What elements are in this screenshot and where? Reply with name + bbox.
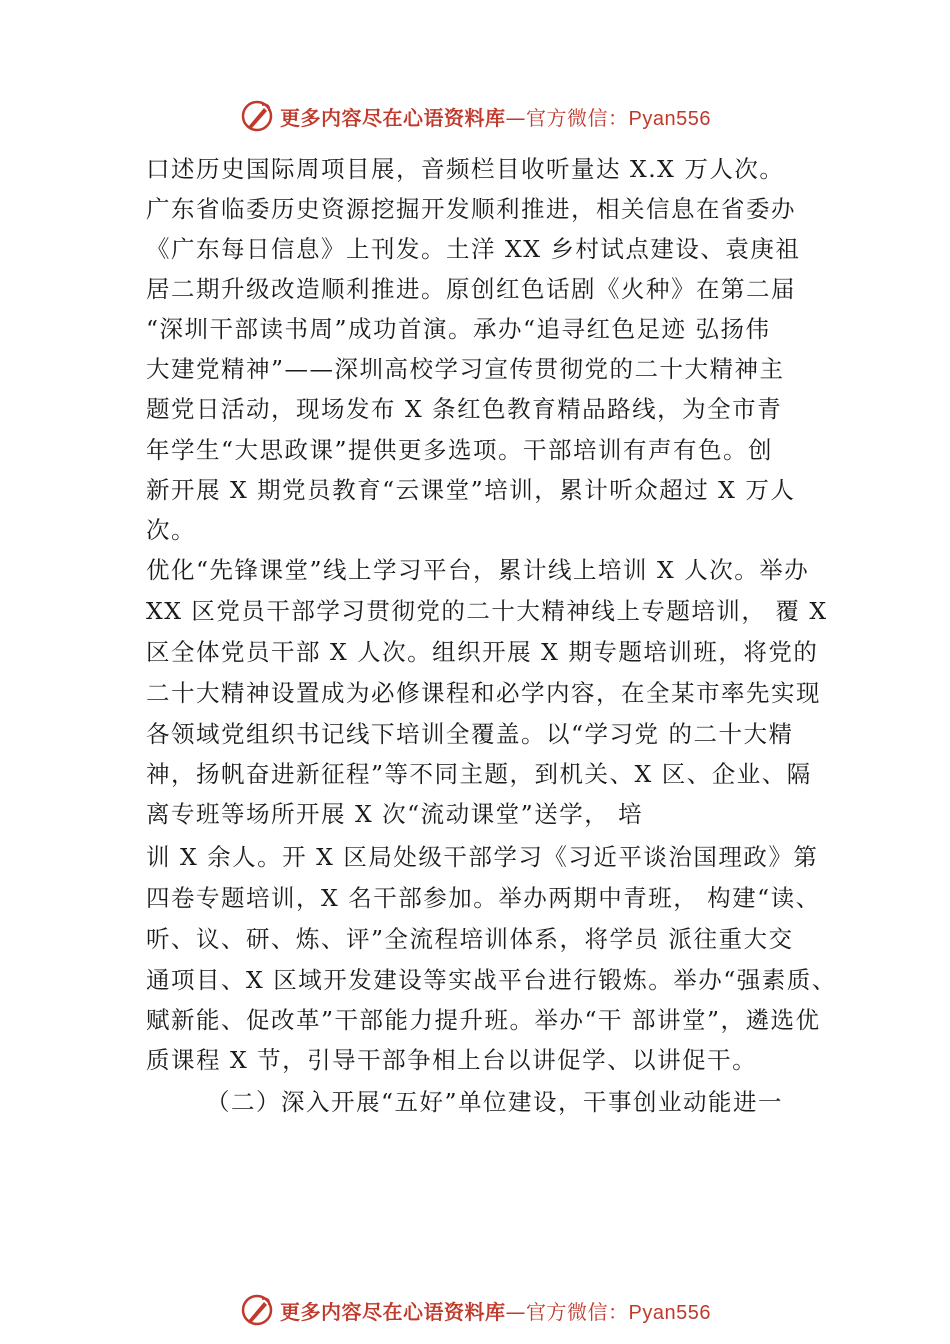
body-line: 年学生“大思政课”提供更多选项。干部培训有声有色。创 [146, 436, 774, 464]
body-line: 离专班等场所开展 X 次“流动课堂”送学， 培 [146, 800, 644, 828]
footer-wechat-id: Pyan556 [628, 1301, 711, 1324]
quill-pen-logo-icon [240, 99, 274, 133]
body-line: 四卷专题培训，X 名干部参加。举办两期中青班， 构建“读、 [146, 884, 821, 912]
body-line: “深圳干部读书周”成功首演。承办“追寻红色足迹 弘扬伟 [146, 315, 771, 343]
body-line: 各领域党组织书记线下培训全覆盖。以“学习党 的二十大精 [146, 720, 794, 748]
body-line: 区全体党员干部 X 人次。组织开展 X 期专题培训班，将党的 [146, 638, 819, 666]
body-line: 二十大精神设置成为必修课程和必学内容，在全某市率先实现 [146, 679, 821, 707]
header-wechat-label: 官方微信： [526, 105, 629, 130]
body-line: 口述历史国际周项目展，音频栏目收听量达 X.X 万人次。 [146, 155, 785, 183]
body-line: 居二期升级改造顺利推进。原创红色话剧《火种》在第二届 [146, 275, 796, 303]
body-line: 质课程 X 节，引导干部争相上台以讲促学、以讲促干。 [146, 1046, 758, 1074]
section-heading: （二）深入开展“五好”单位建设，干事创业动能进一 [206, 1088, 784, 1116]
body-line: 广东省临委历史资源挖掘开发顺利推进，相关信息在省委办 [146, 195, 796, 223]
body-line: 大建党精神”——深圳高校学习宣传贯彻党的二十大精神主 [146, 355, 785, 383]
footer-text [280, 1296, 711, 1325]
body-line: 优化“先锋课堂”线上学习平台，累计线上培训 X 人次。举办 [146, 556, 810, 584]
quill-pen-logo-icon [240, 1293, 274, 1327]
body-line: 神，扬帆奋进新征程”等不同主题，到机关、X 区、企业、隔 [146, 760, 812, 788]
body-line: 赋新能、促改革”干部能力提升班。举办“干 部讲堂”，遴选优 [146, 1006, 821, 1034]
header-site-name: 更多内容尽在心语资料库 [280, 105, 506, 130]
body-line: 新开展 X 期党员教育“云课堂”培训，累计听众超过 X 万人 [146, 476, 796, 504]
header-separator: — [505, 105, 526, 130]
body-line: XX 区党员干部学习贯彻党的二十大精神线上专题培训， 覆 X [146, 597, 828, 625]
body-line: 通项目、X 区域开发建设等实战平台进行锻炼。举办“强素质、 [146, 966, 837, 994]
body-line: 训 X 余人。开 X 区局处级干部学习《习近平谈治国理政》第 [146, 843, 819, 871]
body-line: 次。 [146, 516, 196, 544]
footer-separator: — [505, 1299, 526, 1324]
footer-site-name: 更多内容尽在心语资料库 [280, 1299, 506, 1324]
header-text [280, 102, 711, 131]
body-line: 听、议、研、炼、评”全流程培训体系，将学员 派往重大交 [146, 925, 794, 953]
header-banner [240, 96, 711, 136]
footer-wechat-label: 官方微信： [526, 1299, 629, 1324]
body-line: 题党日活动，现场发布 X 条红色教育精品路线，为全市青 [146, 395, 783, 423]
header-wechat-id: Pyan556 [628, 107, 711, 130]
footer-banner [240, 1290, 711, 1330]
body-line: 《广东每日信息》上刊发。土洋 XX 乡村试点建设、袁庚祖 [146, 235, 801, 263]
